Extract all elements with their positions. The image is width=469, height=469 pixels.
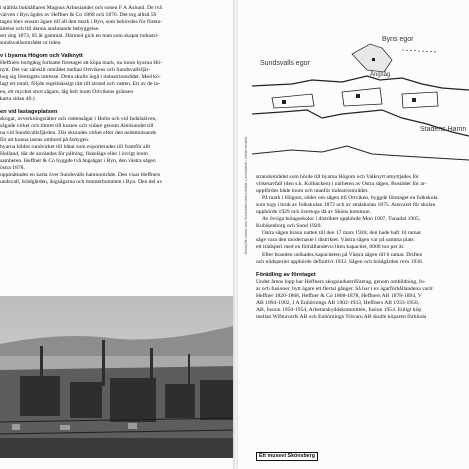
body-line: undsvall, brädgården, ångsågarna och timmerbommen i Byn. Den del av (0, 179, 163, 186)
body-line: skogar, avverkningsrätter och vattensågar i Holm och vid Indalsälven, (0, 115, 157, 122)
body-line: na vid Sundsvallsfjärden. Där skurades virket efter den nedsmutsande (0, 129, 157, 136)
body-line: karta sidan 46.) (0, 95, 35, 102)
body-line: Under årens lopp har Heffners skogsindustriföretag, genom ombildning, fu- (256, 278, 426, 285)
body-line: uppmättades en karta över Sundsvalls hamnområde. Den visar Heffners (0, 172, 161, 179)
body-line: mellan Wifstavarfs AB och Enhörnings Trävaru AB skulle köparen förbinda (256, 313, 427, 320)
body-line: Efter branden utökades kapaciteten på Västra sågen till 6 ramar. Driften (262, 251, 423, 258)
body-line: som togs i bruk av folkskolan 1872 och av småskolan 1875. Ansvaret för skolan (256, 202, 436, 209)
body-line: ar och fusioner, bytt ägare ett flertal gånger. Så har t ex ägarförhållandena varit: (256, 285, 434, 292)
intro-line: i ställda bokhållaren Magnus Arbusiander och sonen F A Åslund. De två (0, 5, 162, 11)
body-line: bog sig företagets intresse. Detta skulle ingå i industriområdet. Med kö- (0, 74, 161, 81)
body-line: Av övriga bolagsskolor i distriktet upphörde Mon 1907, Tunadal 1905, (262, 216, 421, 223)
sawmill-photo (0, 296, 233, 458)
body-line: uppfördes både inom och utanför industriområdet. (256, 188, 369, 195)
body-line: strandområdet som hörde till byarna Högom och Valknytt utnyttjades för (256, 174, 419, 180)
museum-stamp: Ett museet Skönsberg (256, 452, 318, 461)
body-line: AB 1894-1902, J A Enhörnings AB 1902-1933, Heffners AB 1933-1950, (256, 299, 420, 306)
map-label-angsag: Ångsåg (370, 72, 391, 78)
body-line: byarna bildes rundvirket till båtar som exporterades till framför allt (0, 143, 151, 150)
body-line: På mark i Högom, söder om sågen till Ortviken, byggde företaget en folkskola (262, 195, 438, 202)
intro-line: sundsvallsområdet ur tiden. (0, 40, 62, 47)
body-line: Östra sågen brann natten till den 17 mars 1926; den hade haft 10 ramar. (262, 230, 422, 237)
intro-line: ser dog 1873, 85 år gammal. Därmed gick en man som skapat industri- (0, 33, 159, 40)
body-line: sågade virket och timret till kusten och vidare genom Alnösundet till (0, 122, 154, 129)
intro-line: tagen blev ensam ägare till all den mark i Byn, som behövdes för företa- (0, 19, 162, 26)
map-label-sundsvalls-egor: Sundsvalls egor (260, 60, 310, 67)
intro-line: ättelse och till denna anslutande bebyggelse. (0, 26, 100, 33)
body-line: Holland, där de användes för pålning, fiskeläge eller i övrigt inom (0, 150, 148, 157)
map-label-stadens-hamn: Stadens Hamn (420, 126, 467, 133)
body-line: Heffner 1820-1868, Heffner & Co 1868-1878, Heffners AB 1878-1894, V (256, 292, 422, 299)
sawmill-photo-drawing (0, 296, 233, 458)
body-line: östra 1878. (0, 164, 25, 171)
body-line: lagt ett totalt, följde regelmässigt rätt till strand och vatten. Ett av de in- (0, 81, 161, 88)
map-label-byns-egor: Byns egor (382, 36, 414, 43)
body-line: en, ett mycket stort sågam, låg helt inom Ortvikens gränsen (0, 88, 134, 95)
section-heading-hogom-valknytt: v i byarna Högom och Valknytt (0, 53, 83, 60)
body-line: samheten. Heffner & Co byggde två ångsågar i Byn, den västra sågen (0, 157, 156, 164)
body-line: virkesavfall (den s.k. Kolbacken) i närheten av Östra sågen. Bostäder för ar- (256, 181, 427, 188)
section-heading-foradling: Förädling av företaget (256, 271, 316, 278)
body-line: upphörde 1929 och övertogs då av Sköns kommun. (256, 209, 371, 216)
body-line: såge vara den modernaste i distriktet. Västra sågen var på samma plats (256, 237, 414, 244)
left-text-column (0, 5, 230, 186)
body-line: ett trädsperi med en förhållandevis liten kapacitet, 6000 ton per år. (256, 244, 405, 251)
body-line: AB, fusion 1950-1954, Arbetarskyddskommittén, fusion 1954. Enligt köp (256, 306, 422, 313)
right-text-column (256, 174, 469, 321)
intro-line: värven i Byn ägdes av Heffner & Co 1868 och 1876. Det tog alltså 56 (0, 12, 157, 19)
map-caption: Detalj från kartan över Sundsvalls hamnområde. Lantmäteriet i Västernorrland. (244, 135, 248, 255)
body-line: Kubikenborg och Sund 1920. (256, 223, 322, 230)
left-page (0, 0, 233, 469)
body-line: nytt. Det var särskilt området mellan Ortvikens och Sundsvallsfjär- (0, 67, 151, 74)
body-line: Heffners bortgång fortsatte företaget att köpa mark, nu inom byarna Hö- (0, 60, 162, 67)
harbour-map (252, 14, 469, 164)
body-line: och trädsperiet upphörde definitivt 1933. Sågen och brädgården revs 1936. (256, 258, 424, 265)
body-line: för att kunna lastas ombord på fartygen. (0, 136, 90, 143)
section-heading-lastageplatsen: en vid lastageplatsen (0, 108, 58, 115)
harbour-map-drawing (252, 14, 469, 164)
